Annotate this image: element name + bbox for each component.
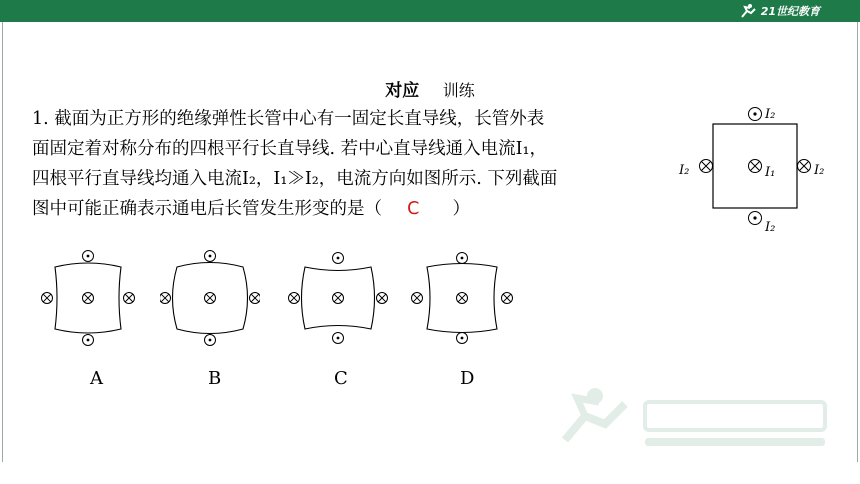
wire-out-icon <box>457 253 468 264</box>
right-wire-in-icon <box>798 160 811 173</box>
label-i2-right: I₂ <box>814 163 825 178</box>
wire-in-icon <box>502 293 513 304</box>
question-line-last <box>32 194 672 224</box>
watermark-logo-icon <box>555 380 835 460</box>
option-b-label[interactable]: B <box>208 368 222 389</box>
wire-out-icon <box>205 251 216 262</box>
label-i1-center: I₁ <box>765 165 776 180</box>
bottom-wire-out-icon <box>749 212 762 225</box>
wire-out-icon <box>333 333 344 344</box>
option-a-label[interactable]: A <box>90 368 103 389</box>
label-i2-bottom: I₂ <box>765 220 776 235</box>
runner-logo-icon <box>739 3 757 19</box>
brand-logo <box>739 2 820 20</box>
option-d-figure <box>410 246 514 350</box>
question-line-prefix: 图中可能正确表示通电后长管发生形变的是（ <box>32 199 382 219</box>
answer-mark: C <box>407 199 420 219</box>
center-wire-in-icon <box>749 160 762 173</box>
question-line: 1. 截面为正方形的绝缘弹性长管中心有一固定长直导线，长管外表 <box>32 109 545 129</box>
brand-logo-text: 21世纪教育 <box>760 5 820 18</box>
heading-part1: 对应 <box>385 81 420 101</box>
option-a-figure <box>38 246 138 350</box>
wire-in-icon <box>250 293 261 304</box>
reference-figure <box>676 98 846 238</box>
wire-in-icon <box>42 293 53 304</box>
option-c-figure <box>288 246 388 350</box>
question-line: 四根平行直导线均通入电流I₂，I₁≫I₂，电流方向如图所示. 下列截面 <box>32 169 558 189</box>
wire-in-icon <box>289 293 300 304</box>
heading-part2: 训练 <box>442 81 475 100</box>
question-text <box>32 104 672 224</box>
wire-out-icon <box>83 335 94 346</box>
wire-out-icon <box>205 335 216 346</box>
wire-in-icon <box>83 293 94 304</box>
label-i2-top: I₂ <box>765 107 776 122</box>
wire-out-icon <box>333 253 344 264</box>
left-wire-in-icon <box>700 160 713 173</box>
top-banner <box>0 0 860 22</box>
option-c-label[interactable]: C <box>334 368 348 389</box>
wire-in-icon <box>160 293 171 304</box>
question-line-suffix: ） <box>452 199 471 219</box>
wire-in-icon <box>377 293 388 304</box>
label-i2-left: I₂ <box>679 163 690 178</box>
wire-out-icon <box>83 251 94 262</box>
wire-in-icon <box>124 293 135 304</box>
option-d-label[interactable]: D <box>460 368 475 389</box>
question-line: 面固定着对称分布的四根平行长直导线. 若中心直导线通入电流I₁， <box>32 139 548 159</box>
wire-in-icon <box>333 293 344 304</box>
option-b-figure <box>160 246 260 350</box>
top-wire-out-icon <box>749 108 762 121</box>
wire-in-icon <box>205 293 216 304</box>
wire-in-icon <box>412 293 423 304</box>
wire-out-icon <box>457 333 468 344</box>
wire-in-icon <box>457 293 468 304</box>
